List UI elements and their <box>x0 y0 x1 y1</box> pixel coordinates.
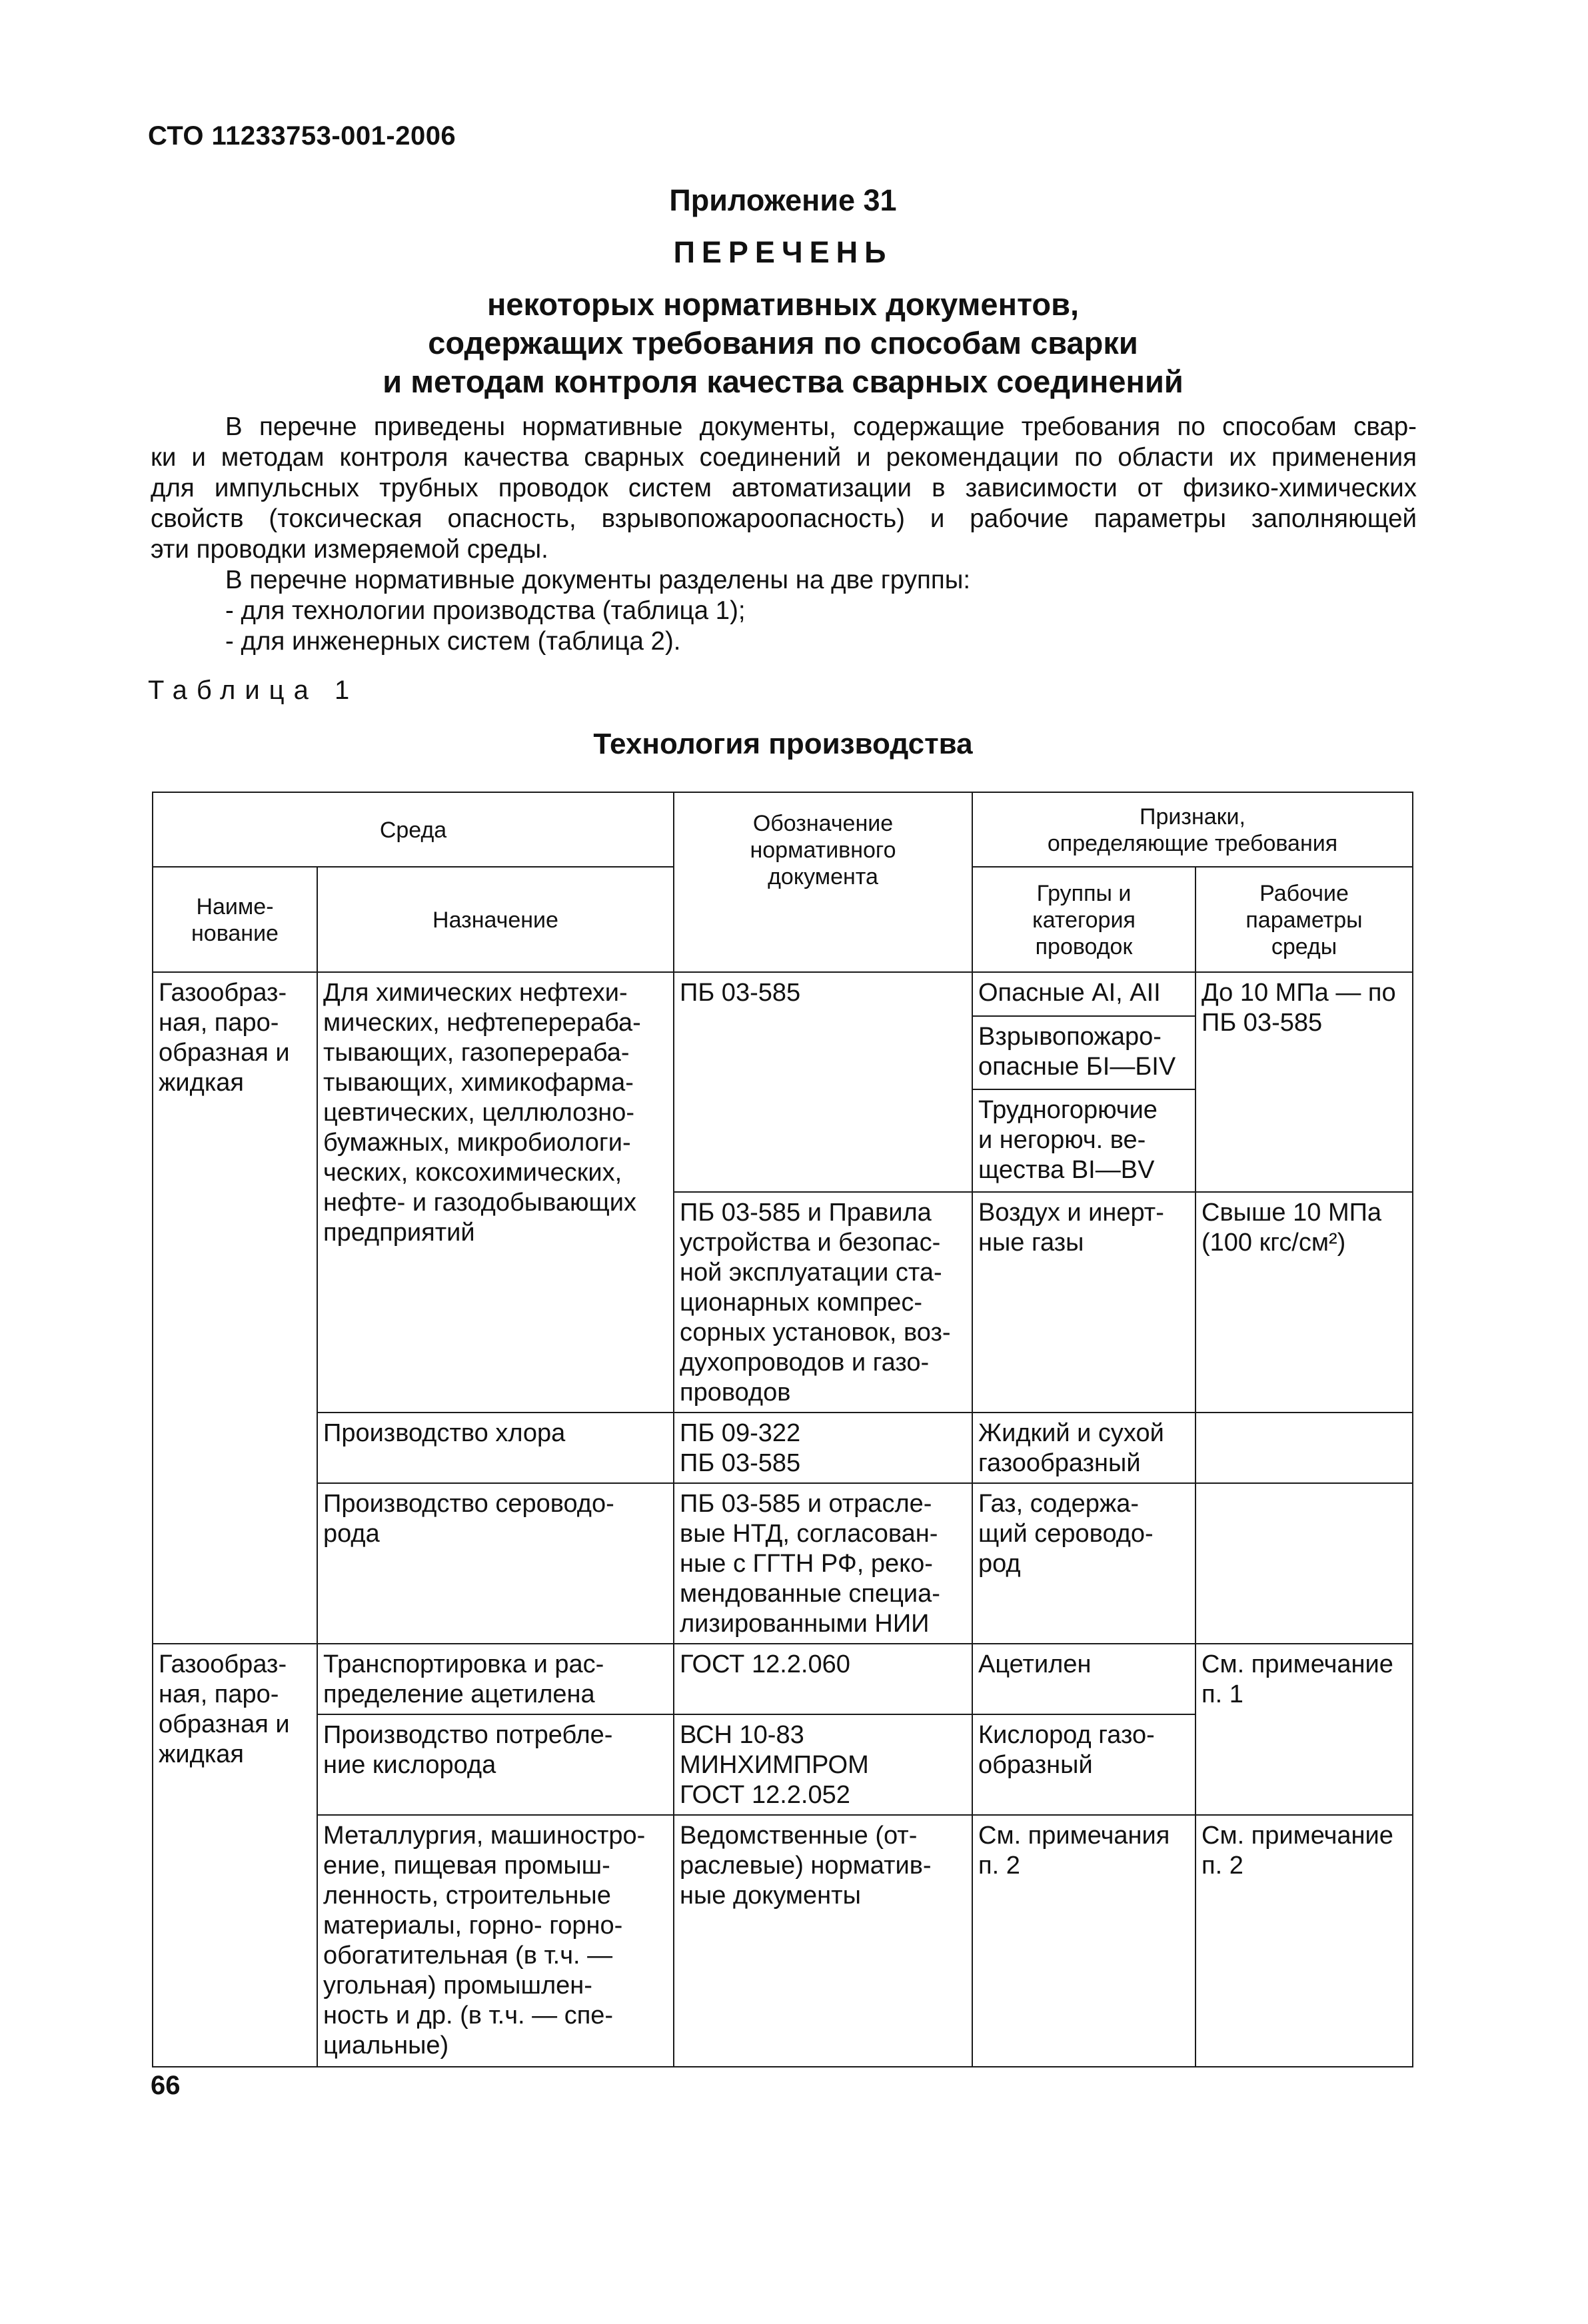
header-text: Группы и категория проводок <box>1032 881 1136 959</box>
header-oboznachenie <box>674 792 972 972</box>
intro-line: эти проводки измеряемой среды. <box>151 535 548 564</box>
intro-line: - для инженерных систем (таблица 2). <box>225 627 681 656</box>
group-cell <box>972 1089 1195 1192</box>
document-cell <box>674 1192 972 1413</box>
cell-text: ГОСТ 12.2.060 <box>680 1650 850 1678</box>
param-cell <box>1195 1413 1413 1483</box>
title-line-1: некоторых нормативных документов, <box>486 287 1080 322</box>
documents-table <box>152 792 1413 2067</box>
header-sreda: Среда <box>153 792 674 867</box>
cell-text: До 10 МПа — по ПБ 03-585 <box>1201 979 1396 1037</box>
header-gruppy <box>972 867 1195 972</box>
intro-line: ки и методам контроля качества сварных соединений и рекомендации по области их применения <box>151 443 1417 472</box>
cell-text: Газообраз- ная, паро- образная и жидкая <box>159 979 290 1097</box>
cell-text: Производство хлора <box>323 1419 566 1447</box>
title-block <box>148 180 1418 401</box>
title-line-3: и методам контроля качества сварных соединений <box>383 364 1184 399</box>
document-title <box>148 285 1418 401</box>
title-line-2: содержащих требования по способам сварки <box>428 325 1138 360</box>
purpose-cell <box>317 1714 674 1815</box>
header-naznachenie: Назначение <box>317 867 674 972</box>
cell-text: Свыше 10 МПа (100 кгс/см²) <box>1201 1199 1382 1257</box>
cell-text: ПБ 09-322 ПБ 03-585 <box>680 1419 801 1477</box>
group-cell <box>972 1815 1195 2067</box>
intro-line: В перечне приведены нормативные документы, содержащие требования по способам свар- <box>225 412 1417 441</box>
intro-line: В перечне нормативные документы разделены на две группы: <box>225 566 971 594</box>
intro-line: - для технологии производства (таблица 1); <box>225 596 746 625</box>
purpose-cell <box>317 972 674 1413</box>
cell-text: ПБ 03-585 и отрасле- вые НТД, согласован- ные с ГГТН РФ, реко- мендованные специа- лизированными НИИ <box>680 1490 940 1638</box>
header-text: Наиме- нование <box>191 894 279 946</box>
cell-text: Производство сероводо- рода <box>323 1490 614 1548</box>
cell-text: Воздух и инерт- ные газы <box>978 1199 1164 1257</box>
group-cell <box>972 1714 1195 1815</box>
header-text: Признаки, определяющие требования <box>1047 804 1338 856</box>
cell-text: См. примечания п. 2 <box>978 1822 1170 1880</box>
header-rabochie <box>1195 867 1413 972</box>
table-title: Технология производства <box>593 728 973 760</box>
cell-text: См. примечание п. 2 <box>1201 1822 1393 1880</box>
document-cell <box>674 972 972 1192</box>
appendix-number: Приложение 31 <box>669 183 897 217</box>
document-code: СТО 11233753-001-2006 <box>148 121 456 151</box>
purpose-cell <box>317 1413 674 1483</box>
group-cell <box>972 972 1195 1016</box>
param-cell <box>1195 972 1413 1192</box>
header-text: Обозначение нормативного документа <box>750 811 896 889</box>
group-cell <box>972 1644 1195 1714</box>
cell-text: См. примечание п. 1 <box>1201 1650 1393 1708</box>
group-cell <box>972 1483 1195 1644</box>
page-number: 66 <box>151 2071 181 2100</box>
cell-text: Газообраз- ная, паро- образная и жидкая <box>159 1650 290 1768</box>
cell-text: Транспортировка и рас- пределение ацетилена <box>323 1650 604 1708</box>
header-priznaki <box>972 792 1413 867</box>
document-cell <box>674 1714 972 1815</box>
medium-name-cell <box>153 1644 317 2067</box>
group-cell <box>972 1192 1195 1413</box>
header-naimenovanie <box>153 867 317 972</box>
param-cell <box>1195 1192 1413 1413</box>
document-cell <box>674 1644 972 1714</box>
cell-text: Для химических нефтехи- мических, нефтеперераба- тывающих, газоперераба- тывающих, химикофарма- цевтических, целлюлозно- бумажных, микробиологи- ческих, коксохимических, нефте- и газодобывающих предприятий <box>323 979 641 1247</box>
medium-name-cell <box>153 972 317 1644</box>
table-label: Таблица 1 <box>148 676 359 705</box>
purpose-cell <box>317 1483 674 1644</box>
cell-text: Газ, содержа- щий сероводо- род <box>978 1490 1154 1578</box>
purpose-cell <box>317 1644 674 1714</box>
cell-text: Жидкий и сухой газообразный <box>978 1419 1164 1477</box>
cell-text: Взрывопожаро- опасные БI—БIV <box>978 1023 1176 1081</box>
param-cell <box>1195 1644 1413 1815</box>
purpose-cell <box>317 1815 674 2067</box>
intro-line: свойств (токсическая опасность, взрывопожароопасность) и рабочие параметры заполняющей <box>151 504 1417 533</box>
header-text: Рабочие параметры среды <box>1245 881 1363 959</box>
document-cell <box>674 1483 972 1644</box>
intro-line: для импульсных трубных проводок систем автоматизации в зависимости от физико-химических <box>151 474 1417 502</box>
document-cell <box>674 1815 972 2067</box>
cell-text: Ведомственные (от- раслевые) норматив- ные документы <box>680 1822 932 1910</box>
cell-text: Кислород газо- образный <box>978 1721 1155 1779</box>
cell-text: Производство потребле- ние кислорода <box>323 1721 613 1779</box>
cell-text: ПБ 03-585 и Правила устройства и безопас- ной эксплуатации ста- ционарных компрес- сорных установок, воз- духопроводов и газо- проводов <box>680 1199 951 1407</box>
intro-text <box>151 412 1417 657</box>
list-heading: ПЕРЕЧЕНЬ <box>673 235 893 269</box>
cell-text: ПБ 03-585 <box>680 979 801 1007</box>
cell-text: Трудногорючие и негорюч. ве- щества ВI—ВV <box>978 1096 1158 1184</box>
group-cell <box>972 1413 1195 1483</box>
cell-text: Опасные АI, АII <box>978 979 1161 1007</box>
document-cell <box>674 1413 972 1483</box>
group-cell <box>972 1016 1195 1089</box>
param-cell <box>1195 1815 1413 2067</box>
cell-text: Металлургия, машиностро- ение, пищевая промыш- ленность, строительные материалы, горно- горно- обогатительная (в т.ч. — угольная) промышлен- ность и др. (в т.ч. — спе- циальные) <box>323 1822 646 2059</box>
param-cell <box>1195 1483 1413 1644</box>
cell-text: Ацетилен <box>978 1650 1092 1678</box>
cell-text: ВСН 10-83 МИНХИМПРОМ ГОСТ 12.2.052 <box>680 1721 869 1809</box>
